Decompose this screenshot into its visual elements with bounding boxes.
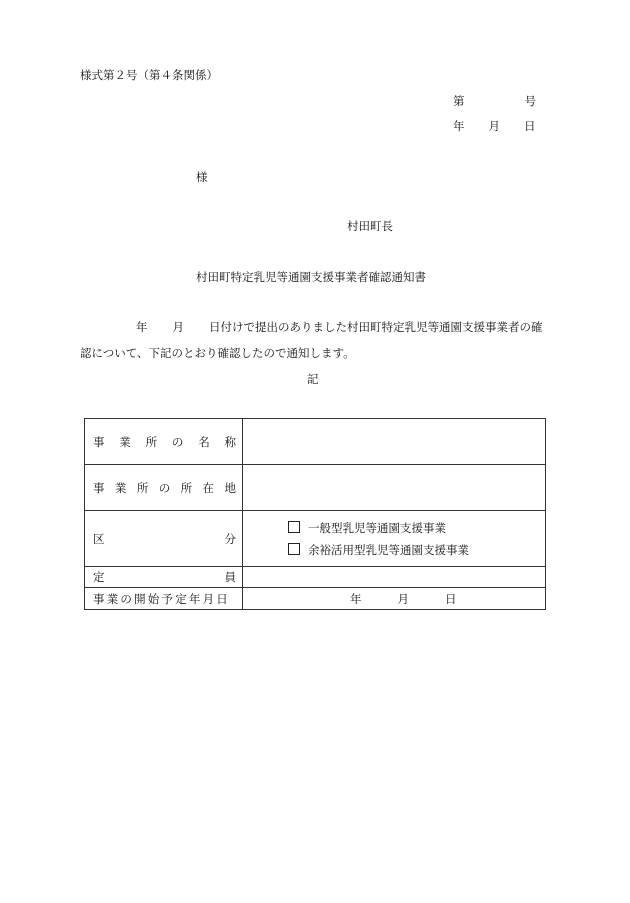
facility-name-label-char: 称: [224, 434, 236, 449]
date-line: [453, 121, 536, 133]
row-category: [85, 511, 546, 567]
label-start-date: [85, 588, 243, 610]
facility-address-label-char: 地: [224, 480, 236, 495]
label-facility-name: [85, 419, 243, 465]
label-start-date-text: 事業の開始予定年月日: [93, 591, 230, 606]
label-capacity: [85, 567, 243, 588]
facility-address-label-char: 所: [180, 480, 193, 495]
facility-name-label-char: の: [171, 434, 184, 449]
number-go: 号: [524, 94, 536, 108]
value-facility-name: [243, 419, 546, 465]
body-month: 月: [172, 320, 184, 334]
facility-address-label-char: 所: [136, 480, 149, 495]
value-capacity: [243, 567, 546, 588]
ki-marker: 記: [307, 372, 319, 386]
row-start-date: [85, 588, 546, 610]
date-day: 日: [524, 119, 536, 133]
category-option-general[interactable]: 一般型乳児等通園支援事業: [288, 517, 545, 539]
number-dai: 第: [453, 94, 465, 108]
document-title: 村田町特定乳児等通園支援事業者確認通知書: [196, 270, 426, 284]
record-table: [84, 418, 546, 610]
checkbox-icon[interactable]: [288, 521, 300, 533]
row-capacity: [85, 567, 546, 588]
issuer: 村田町長: [347, 219, 393, 233]
facility-address-label-char: 事: [93, 480, 105, 495]
facility-address-label-char: の: [158, 480, 171, 495]
body-line-1: [136, 322, 543, 334]
capacity-label-char: 員: [224, 570, 236, 584]
category-option-surplus[interactable]: 余裕活用型乳児等通園支援事業: [288, 539, 545, 561]
value-start-date: 年 月 日: [243, 588, 546, 610]
row-facility-name: [85, 419, 546, 465]
facility-address-label-char: 在: [202, 480, 215, 495]
addressee-suffix: 様: [196, 170, 208, 184]
body-line-2: 認について、下記のとおり確認したので通知します。: [80, 346, 355, 360]
category-options: [243, 511, 546, 567]
capacity-label-char: 定: [93, 570, 105, 584]
body-line1-rest: 日付けで提出のありました村田町特定乳児等通園支援事業者の確: [209, 320, 543, 334]
row-facility-address: [85, 465, 546, 511]
number-line: [453, 96, 536, 108]
value-facility-address: [243, 465, 546, 511]
facility-name-label-char: 業: [119, 434, 131, 449]
facility-name-label-char: 事: [93, 434, 105, 449]
facility-address-label-char: 業: [114, 480, 127, 495]
form-number: 様式第２号（第４条関係）: [80, 68, 218, 82]
facility-name-label-char: 名: [198, 434, 210, 449]
date-month: 月: [488, 119, 500, 133]
checkbox-icon[interactable]: [288, 543, 300, 555]
facility-name-label-char: 所: [145, 434, 158, 449]
label-facility-address: [85, 465, 243, 511]
label-category: [85, 511, 243, 567]
category-label-char: 分: [224, 531, 236, 546]
body-year: 年: [136, 320, 148, 334]
category-label-char: 区: [93, 531, 105, 546]
date-year: 年: [453, 119, 465, 133]
